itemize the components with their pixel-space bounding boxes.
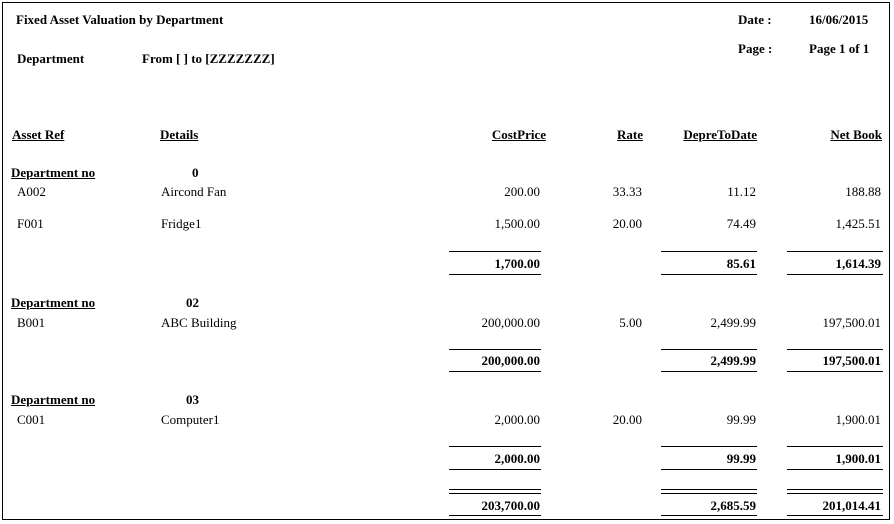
subtotal-rule bbox=[661, 446, 757, 447]
col-cost-price: CostPrice bbox=[491, 127, 546, 142]
grand-total-rule bbox=[661, 489, 757, 490]
department-range: From [ ] to [ZZZZZZZ] bbox=[142, 51, 275, 66]
subtotal-rule bbox=[661, 274, 757, 275]
grand-total-rule bbox=[449, 515, 541, 516]
grand-total-rule bbox=[787, 489, 883, 490]
grand-total-rule bbox=[449, 493, 541, 494]
department-label: Department bbox=[17, 51, 85, 66]
rate: 20.00 bbox=[612, 216, 642, 231]
cost-price: 2,000.00 bbox=[494, 412, 540, 427]
subtotal-net-book: 197,500.01 bbox=[822, 353, 881, 368]
asset-details: Computer1 bbox=[161, 412, 220, 427]
asset-ref: A002 bbox=[17, 184, 46, 199]
subtotal-rule bbox=[787, 349, 883, 350]
subtotal-rule bbox=[449, 446, 541, 447]
asset-details: Aircond Fan bbox=[161, 184, 227, 199]
col-details: Details bbox=[160, 127, 199, 142]
subtotal-depre-to-date: 85.61 bbox=[726, 256, 756, 271]
grand-total-rule bbox=[787, 515, 883, 516]
net-book: 1,425.51 bbox=[835, 216, 881, 231]
group-label: Department no bbox=[11, 165, 96, 180]
subtotal-rule bbox=[787, 469, 883, 470]
net-book: 1,900.01 bbox=[835, 412, 881, 427]
group-label: Department no bbox=[11, 295, 96, 310]
net-book: 188.88 bbox=[845, 184, 881, 199]
subtotal-depre-to-date: 99.99 bbox=[726, 451, 756, 466]
depre-to-date: 74.49 bbox=[726, 216, 756, 231]
cost-price: 200.00 bbox=[504, 184, 540, 199]
subtotal-cost-price: 2,000.00 bbox=[494, 451, 540, 466]
subtotal-rule bbox=[449, 469, 541, 470]
subtotal-net-book: 1,614.39 bbox=[835, 256, 881, 271]
page-label: Page : bbox=[738, 41, 773, 56]
grand-total-rule bbox=[661, 493, 757, 494]
cost-price: 200,000.00 bbox=[481, 315, 540, 330]
cost-price: 1,500.00 bbox=[494, 216, 540, 231]
asset-details: ABC Building bbox=[161, 315, 237, 330]
date-value: 16/06/2015 bbox=[809, 12, 869, 27]
col-depre-to-date: DepreToDate bbox=[683, 127, 757, 142]
report-title: Fixed Asset Valuation by Department bbox=[16, 12, 224, 27]
page-number: Page 1 of 1 bbox=[809, 41, 870, 56]
net-book: 197,500.01 bbox=[822, 315, 881, 330]
grand-total-cost-price: 203,700.00 bbox=[481, 498, 540, 513]
subtotal-net-book: 1,900.01 bbox=[835, 451, 881, 466]
rate: 33.33 bbox=[612, 184, 642, 199]
subtotal-rule bbox=[449, 371, 541, 372]
subtotal-rule bbox=[661, 251, 757, 252]
depre-to-date: 99.99 bbox=[726, 412, 756, 427]
depre-to-date: 11.12 bbox=[727, 184, 756, 199]
group-code: 0 bbox=[192, 165, 199, 180]
subtotal-rule bbox=[661, 371, 757, 372]
rate: 20.00 bbox=[612, 412, 642, 427]
subtotal-cost-price: 200,000.00 bbox=[481, 353, 540, 368]
subtotal-rule bbox=[449, 349, 541, 350]
grand-total-rule bbox=[449, 489, 541, 490]
col-rate: Rate bbox=[617, 127, 643, 142]
asset-ref: B001 bbox=[17, 315, 46, 330]
asset-details: Fridge1 bbox=[161, 216, 202, 231]
grand-total-depre-to-date: 2,685.59 bbox=[710, 498, 756, 513]
asset-ref: F001 bbox=[17, 216, 44, 231]
subtotal-rule bbox=[661, 349, 757, 350]
asset-ref: C001 bbox=[17, 412, 46, 427]
subtotal-depre-to-date: 2,499.99 bbox=[710, 353, 756, 368]
group-code: 02 bbox=[186, 295, 199, 310]
grand-total-rule bbox=[787, 493, 883, 494]
grand-total-rule bbox=[661, 515, 757, 516]
subtotal-cost-price: 1,700.00 bbox=[494, 256, 540, 271]
depre-to-date: 2,499.99 bbox=[710, 315, 756, 330]
group-label: Department no bbox=[11, 392, 96, 407]
subtotal-rule bbox=[449, 251, 541, 252]
group-code: 03 bbox=[186, 392, 199, 407]
date-label: Date : bbox=[738, 12, 772, 27]
subtotal-rule bbox=[661, 469, 757, 470]
col-net-book: Net Book bbox=[830, 127, 882, 142]
subtotal-rule bbox=[449, 274, 541, 275]
subtotal-rule bbox=[787, 371, 883, 372]
subtotal-rule bbox=[787, 274, 883, 275]
report-page bbox=[2, 2, 890, 520]
rate: 5.00 bbox=[619, 315, 642, 330]
subtotal-rule bbox=[787, 446, 883, 447]
col-asset-ref: Asset Ref bbox=[12, 127, 65, 142]
grand-total-net-book: 201,014.41 bbox=[822, 498, 881, 513]
subtotal-rule bbox=[787, 251, 883, 252]
